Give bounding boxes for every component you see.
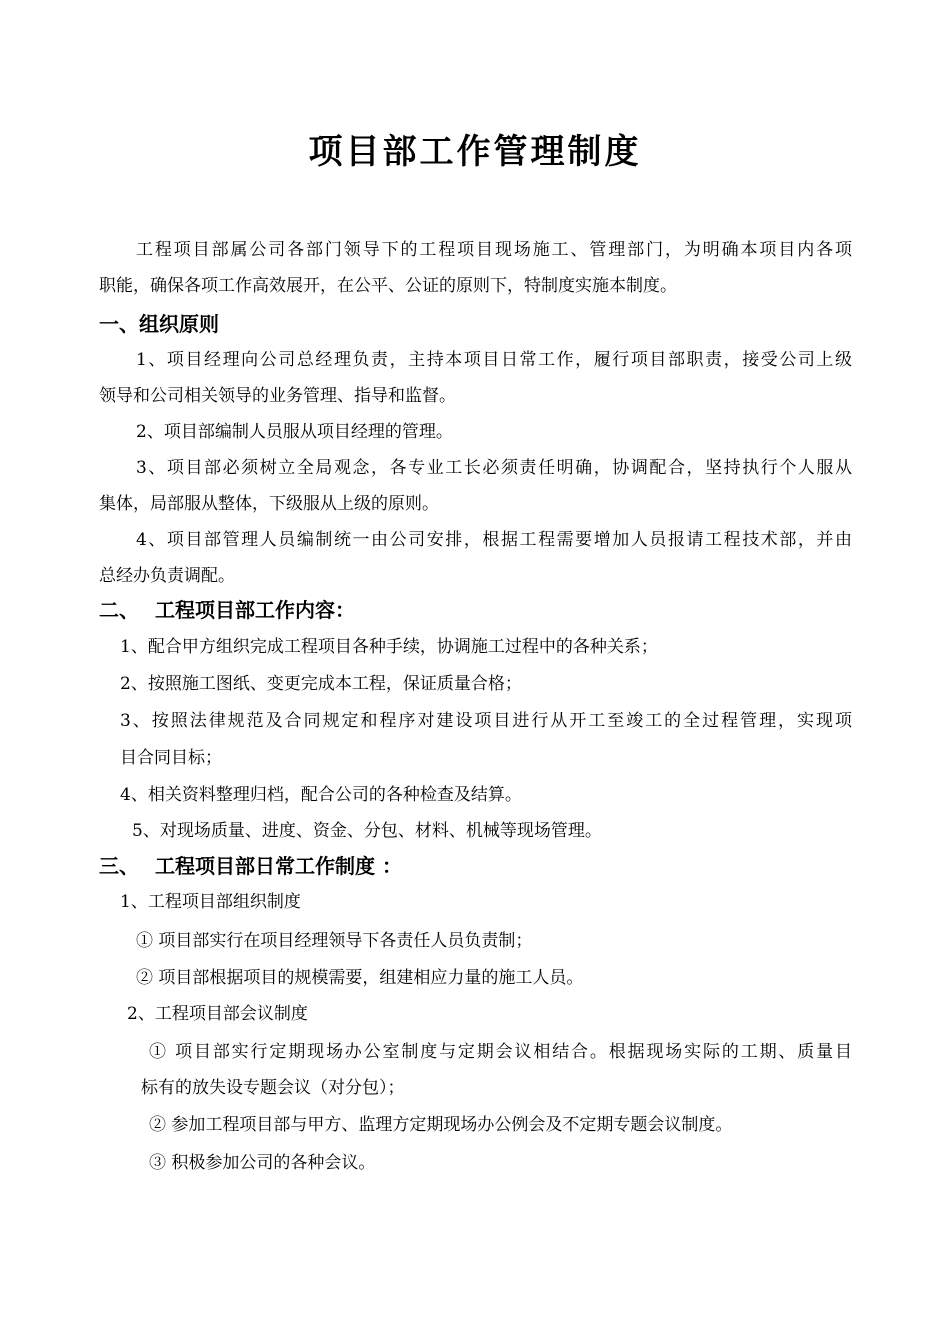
section-3-heading-number: 三、 (99, 854, 139, 878)
section-3-sub-2-item-b: ② 参加工程项目部与甲方、监理方定期现场办公例会及不定期专题会议制度。 (149, 1115, 733, 1135)
section-2-heading-text: 工程项目部工作内容： (155, 598, 355, 622)
intro-line-1: 工程项目部属公司各部门领导下的工程项目现场施工、管理部门，为明确本项目内各项 (136, 240, 852, 260)
section-3-heading-text: 工程项目部日常工作制度 ： (155, 854, 402, 878)
intro-line-2: 职能，确保各项工作高效展开，在公平、公证的原则下，特制度实施本制度。 (99, 276, 677, 296)
section-2-item-2: 2、按照施工图纸、变更完成本工程，保证质量合格； (120, 674, 522, 694)
section-3-sub-1: 1、工程项目部组织制度 (120, 892, 301, 912)
section-3-heading (99, 848, 402, 884)
section-1-heading: 一、组织原则 (99, 312, 219, 336)
section-2-heading (99, 592, 355, 628)
section-1-item-4-line-1: 4、项目部管理人员编制统一由公司安排，根据工程需要增加人员报请工程技术部，并由 (136, 530, 852, 550)
section-3-sub-2-item-c: ③ 积极参加公司的各种会议。 (149, 1153, 376, 1173)
section-2-item-3-line-1: 3、按照法律规范及合同规定和程序对建设项目进行从开工至竣工的全过程管理，实现项 (120, 711, 852, 731)
section-3-sub-1-item-b: ② 项目部根据项目的规模需要，组建相应力量的施工人员。 (136, 968, 584, 988)
section-1-item-2: 2、项目部编制人员服从项目经理的管理。 (136, 422, 453, 442)
section-3-sub-2-item-a-line-2: 标有的放失设专题会议（对分包）； (141, 1078, 405, 1098)
section-3-sub-1-item-a: ① 项目部实行在项目经理领导下各责任人员负责制； (136, 931, 533, 951)
section-1-item-4-line-2: 总经办负责调配。 (99, 566, 235, 586)
section-2-item-4: 4、相关资料整理归档，配合公司的各种检查及结算。 (120, 785, 522, 805)
section-2-heading-number: 二、 (99, 598, 139, 622)
section-3-sub-2-item-a-line-1: ① 项目部实行定期现场办公室制度与定期会议相结合。根据现场实际的工期、质量目 (149, 1042, 852, 1062)
section-2-item-5: 5、对现场质量、进度、资金、分包、材料、机械等现场管理。 (132, 821, 602, 841)
section-1-item-1-line-1: 1、项目经理向公司总经理负责，主持本项目日常工作，履行项目部职责，接受公司上级 (136, 350, 852, 370)
section-1-item-3-line-1: 3、项目部必须树立全局观念，各专业工长必须责任明确，协调配合，坚持执行个人服从 (136, 458, 852, 478)
document-title: 项目部工作管理制度 (308, 132, 642, 172)
section-1-item-3-line-2: 集体，局部服从整体，下级服从上级的原则。 (99, 494, 439, 514)
section-2-item-1: 1、配合甲方组织完成工程项目各种手续，协调施工过程中的各种关系； (120, 637, 658, 657)
section-3-sub-2: 2、工程项目部会议制度 (127, 1004, 308, 1024)
section-1-item-1-line-2: 领导和公司相关领导的业务管理、指导和监督。 (99, 386, 456, 406)
section-2-item-3-line-2: 目合同目标； (120, 748, 222, 768)
